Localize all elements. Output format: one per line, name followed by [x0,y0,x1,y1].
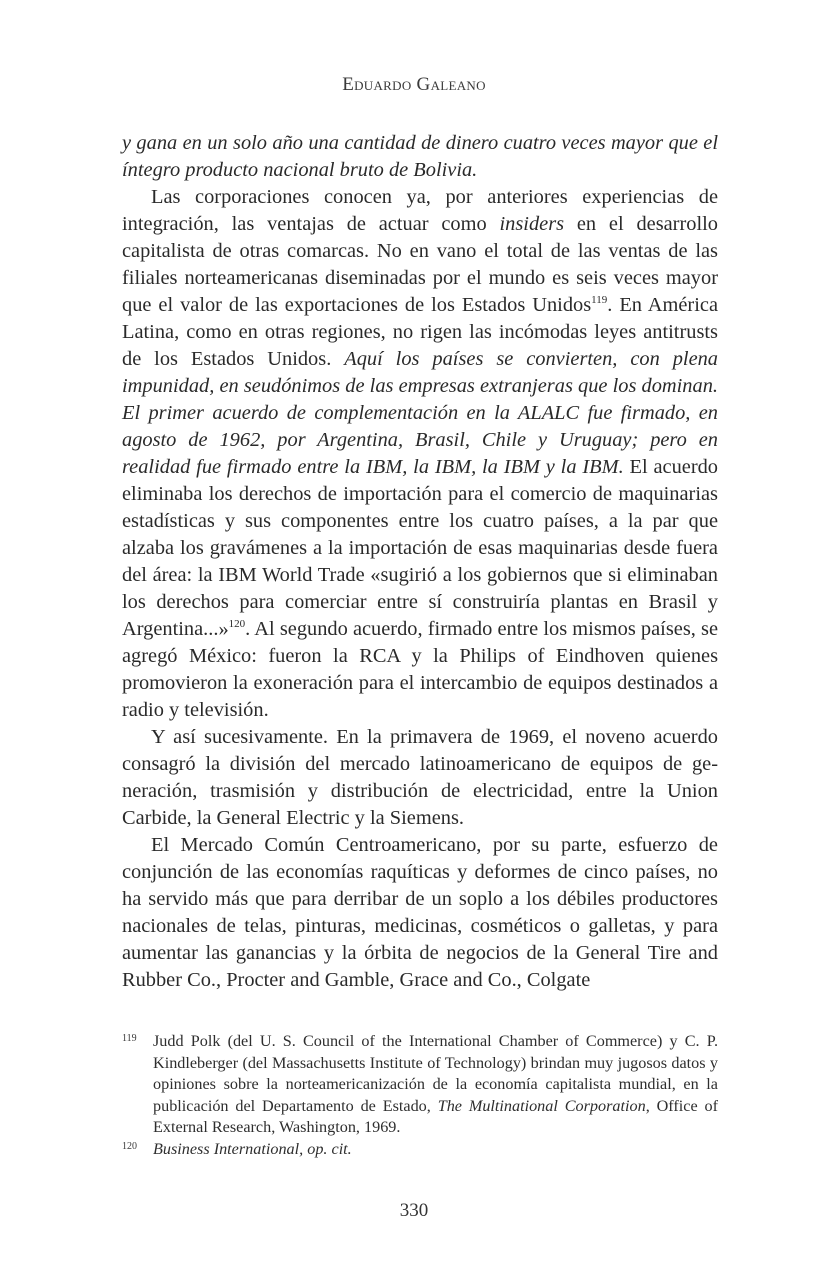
footnote-number [122,1031,153,1139]
italic-text: Aquí los países se convierten, con plena impunidad, en seudónimos de las empresas extranjeras que los dominan. El primer acuerdo de complementación en la ALALC fue firmado, en agosto de 1962, por Argentina, Brasil, Chile y Uruguay; pero en realidad fue firmado entre la IBM, la IBM, la IBM y la IBM. [122,348,719,478]
text-run: Judd Polk (del U. S. Council of the International Chamber of Commerce) y C. P. Kindleberger (del Massachusetts Institute of Technology) brindan muy jugosos datos y opiniones sobre la norteamericanización de la economía capitalista mundial, en la publicación del Departamento de Estado, [153,1032,718,1115]
footnote-number [122,1139,153,1161]
text-run: Las corporaciones conocen ya, por anteriores experiencias de integración, las ventajas de actuar como [122,186,718,235]
body-text [122,130,718,994]
text-run: . Al segundo acuerdo, firmado entre los mismos países, se agregó México: fueron la RCA y la Philips of Eindhoven quienes promovieron la exoneración para el intercambio de equipos destinados a radio y televisión. [122,618,718,721]
italic-text: Business International, op. cit. [153,1139,352,1158]
footnote-text [153,1139,718,1161]
footnotes [122,1031,718,1161]
text-run: en el desarrollo capitalista de otras comarcas. No en vano el total de las ventas de las filiales norteamericanas diseminadas por el mundo es seis veces mayor que el valor de las exportaciones de los Estados Unidos [122,213,718,316]
text-run: . En América Latina, como en otras regiones, no rigen las incómodas leyes antitrusts de los Estados Unidos. [122,294,718,370]
paragraph [122,184,718,724]
italic-text: y gana en un solo año una cantidad de dinero cuatro veces mayor que el íntegro producto nacional bruto de Bolivia. [122,132,718,181]
footnote-ref-120[interactable]: 120 [228,618,246,630]
italic-text: insiders [499,213,565,235]
text-run: , Office of External Research, Washington, 1969. [153,1096,718,1137]
footnote-number-label: 120 [122,1140,137,1152]
italic-text: The Multinational Corporation [437,1096,646,1115]
footnote-120 [122,1139,718,1161]
footnote-text [153,1031,718,1139]
text-run: El acuerdo eliminaba los derechos de importación para el comercio de maquinarias estadísticas y sus componentes entre los cuatro países, a la par que alzaba los gravámenes a la importación de esas maquinarias desde fuera del área: la IBM World Trade «sugirió a los gobiernos que si eliminaban los derechos para comerciar entre sí construiría plantas en Brasil y Argentina...» [122,456,719,640]
running-head: Eduardo Galeano [342,74,486,95]
page-number: 330 [399,1200,429,1221]
footnote-119 [122,1031,718,1139]
paragraph-continued [122,130,718,184]
footnote-ref-119[interactable]: 119 [591,294,608,306]
paragraph: Y así sucesivamente. En la primavera de 1969, el noveno acuerdo consagró la división del mercado latinoamericano de equipos de generación, trasmisión y distribución de electricidad, entre la Union Carbide, la General Electric y la Siemens. [122,726,718,829]
footnote-number-label: 119 [122,1033,137,1044]
paragraph: El Mercado Común Centroamericano, por su parte, esfuerzo de conjunción de las economías raquíticas y deformes de cinco países, no ha servido más que para derribar de un soplo a los débiles productores nacionales de telas, pinturas, medicinas, cosméticos o galletas, y para aumentar las ganancias y la órbita de negocios de la General Tire and Rubber Co., Procter and Gamble, Grace and Co., Colgate [122,834,718,991]
